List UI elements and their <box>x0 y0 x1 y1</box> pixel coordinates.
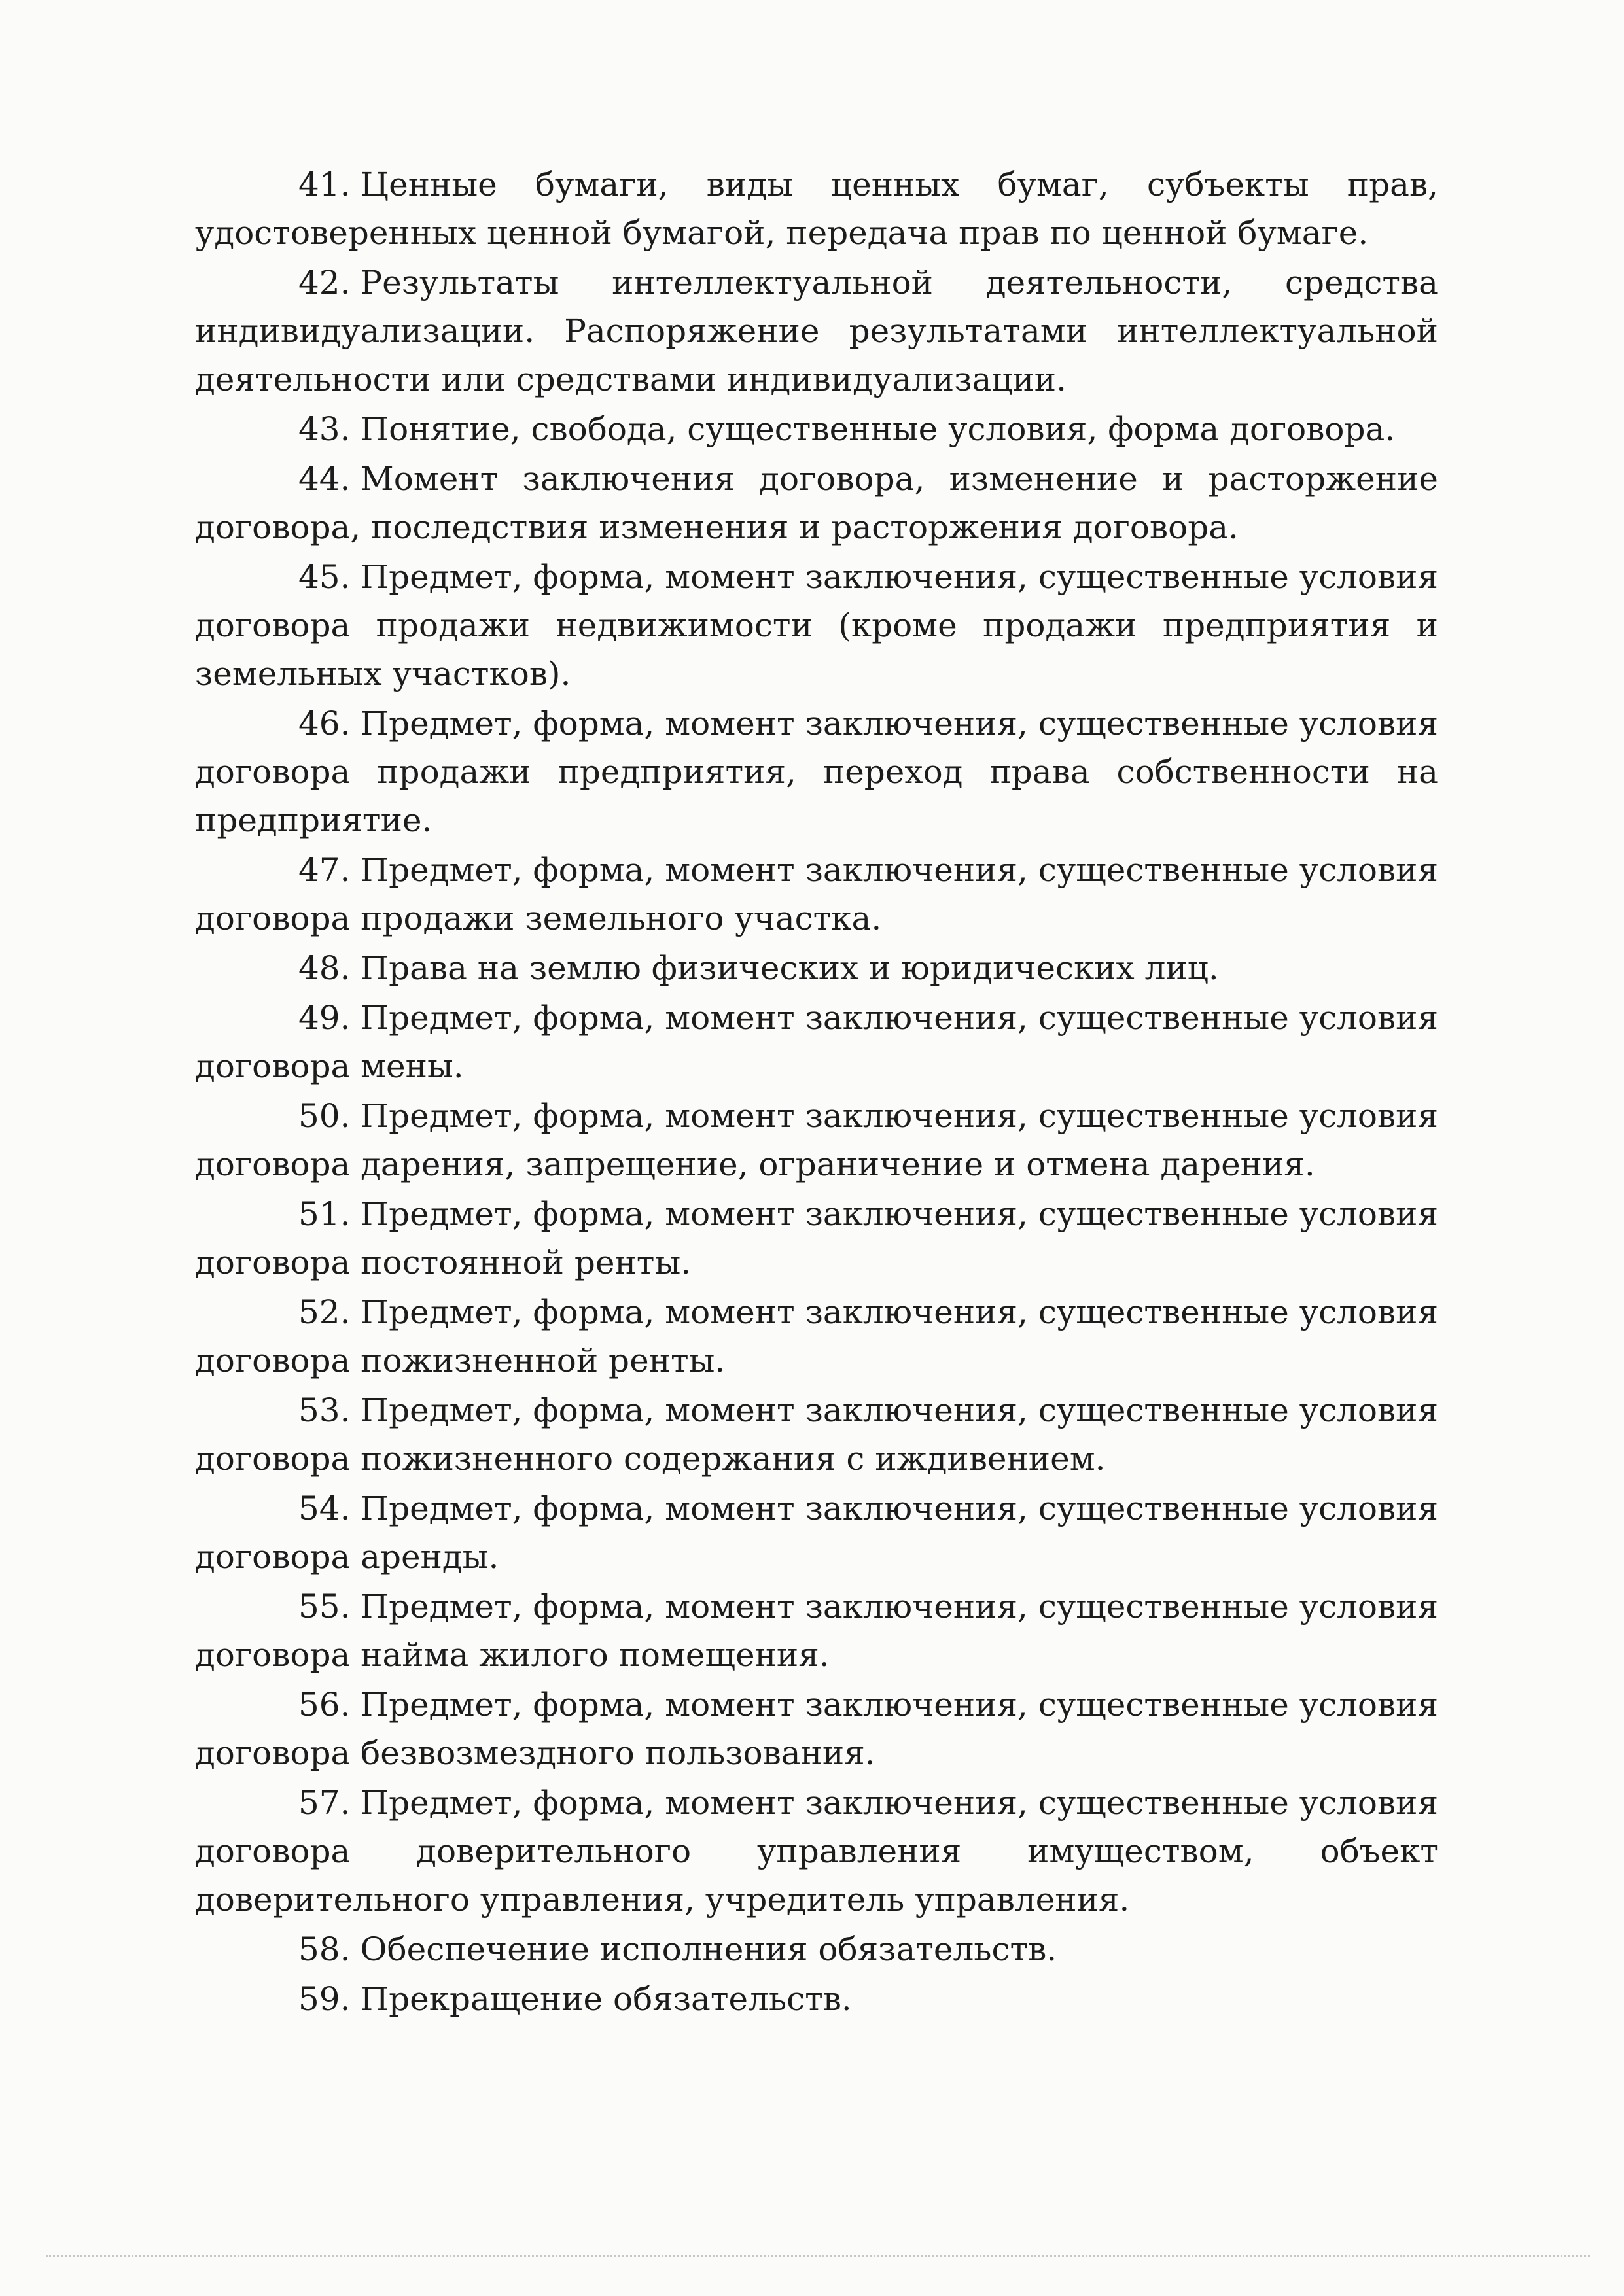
item-text: Предмет, форма, момент заключения, существенные условия договора аренды. <box>195 1489 1438 1576</box>
item-text: Предмет, форма, момент заключения, существенные условия договора постоянной ренты. <box>195 1195 1438 1281</box>
list-item <box>195 160 1438 257</box>
item-number: 51. <box>298 1195 351 1233</box>
item-number: 44. <box>298 460 351 498</box>
item-number: 49. <box>298 999 351 1037</box>
list-item <box>195 1190 1438 1287</box>
item-text: Права на землю физических и юридических лиц. <box>360 949 1219 987</box>
item-text: Понятие, свобода, существенные условия, форма договора. <box>360 410 1396 448</box>
list-item <box>195 699 1438 844</box>
list-item <box>195 1779 1438 1924</box>
list-item <box>195 994 1438 1090</box>
list-item <box>195 553 1438 698</box>
item-number: 58. <box>298 1930 351 1968</box>
item-number: 50. <box>298 1097 351 1135</box>
item-text: Предмет, форма, момент заключения, существенные условия договора доверительного управления имуществом, объект доверительного управления, учредитель управления. <box>195 1784 1438 1919</box>
list-item <box>195 1288 1438 1385</box>
item-text: Предмет, форма, момент заключения, существенные условия договора продажи недвижимости (кроме продажи предприятия и земельных участков). <box>195 558 1438 693</box>
list-item <box>195 846 1438 943</box>
item-number: 57. <box>298 1784 351 1822</box>
item-number: 43. <box>298 410 351 448</box>
item-number: 55. <box>298 1588 351 1626</box>
list-item <box>195 258 1438 404</box>
list-item <box>195 1680 1438 1777</box>
item-text: Предмет, форма, момент заключения, существенные условия договора безвозмездного пользования. <box>195 1686 1438 1772</box>
item-number: 45. <box>298 558 351 596</box>
item-number: 59. <box>298 1980 351 2018</box>
item-number: 46. <box>298 704 351 742</box>
list-item <box>195 1975 1438 2023</box>
item-text: Предмет, форма, момент заключения, существенные условия договора мены. <box>195 999 1438 1085</box>
list-item <box>195 455 1438 551</box>
list-item <box>195 1582 1438 1679</box>
item-number: 41. <box>298 165 351 203</box>
list-item <box>195 405 1438 453</box>
item-text: Предмет, форма, момент заключения, существенные условия договора дарения, запрещение, ограничение и отмена дарения. <box>195 1097 1438 1183</box>
item-text: Предмет, форма, момент заключения, существенные условия договора пожизненной ренты. <box>195 1293 1438 1380</box>
item-number: 53. <box>298 1391 351 1429</box>
item-text: Ценные бумаги, виды ценных бумаг, субъекты прав, удостоверенных ценной бумагой, передача прав по ценной бумаге. <box>195 165 1438 252</box>
item-number: 56. <box>298 1686 351 1724</box>
list-item <box>195 1484 1438 1581</box>
item-number: 54. <box>298 1489 351 1527</box>
item-text: Момент заключения договора, изменение и расторжение договора, последствия изменения и расторжения договора. <box>195 460 1438 546</box>
item-text: Результаты интеллектуальной деятельности, средства индивидуализации. Распоряжение результатами интеллектуальной деятельности или средствами индивидуализации. <box>195 264 1438 398</box>
list-item <box>195 1386 1438 1483</box>
list-item <box>195 1925 1438 1974</box>
item-text: Прекращение обязательств. <box>360 1980 852 2018</box>
item-text: Обеспечение исполнения обязательств. <box>360 1930 1057 1968</box>
item-number: 47. <box>298 851 351 889</box>
item-number: 48. <box>298 949 351 987</box>
exam-questions-list <box>195 160 1438 2025</box>
list-item <box>195 1092 1438 1189</box>
item-number: 42. <box>298 264 351 302</box>
item-text: Предмет, форма, момент заключения, существенные условия договора пожизненного содержания с иждивением. <box>195 1391 1438 1478</box>
item-number: 52. <box>298 1293 351 1331</box>
item-text: Предмет, форма, момент заключения, существенные условия договора продажи земельного участка. <box>195 851 1438 937</box>
list-item <box>195 944 1438 992</box>
item-text: Предмет, форма, момент заключения, существенные условия договора продажи предприятия, переход права собственности на предприятие. <box>195 704 1438 839</box>
scan-artifact-line <box>46 2255 1590 2257</box>
item-text: Предмет, форма, момент заключения, существенные условия договора найма жилого помещения. <box>195 1588 1438 1674</box>
